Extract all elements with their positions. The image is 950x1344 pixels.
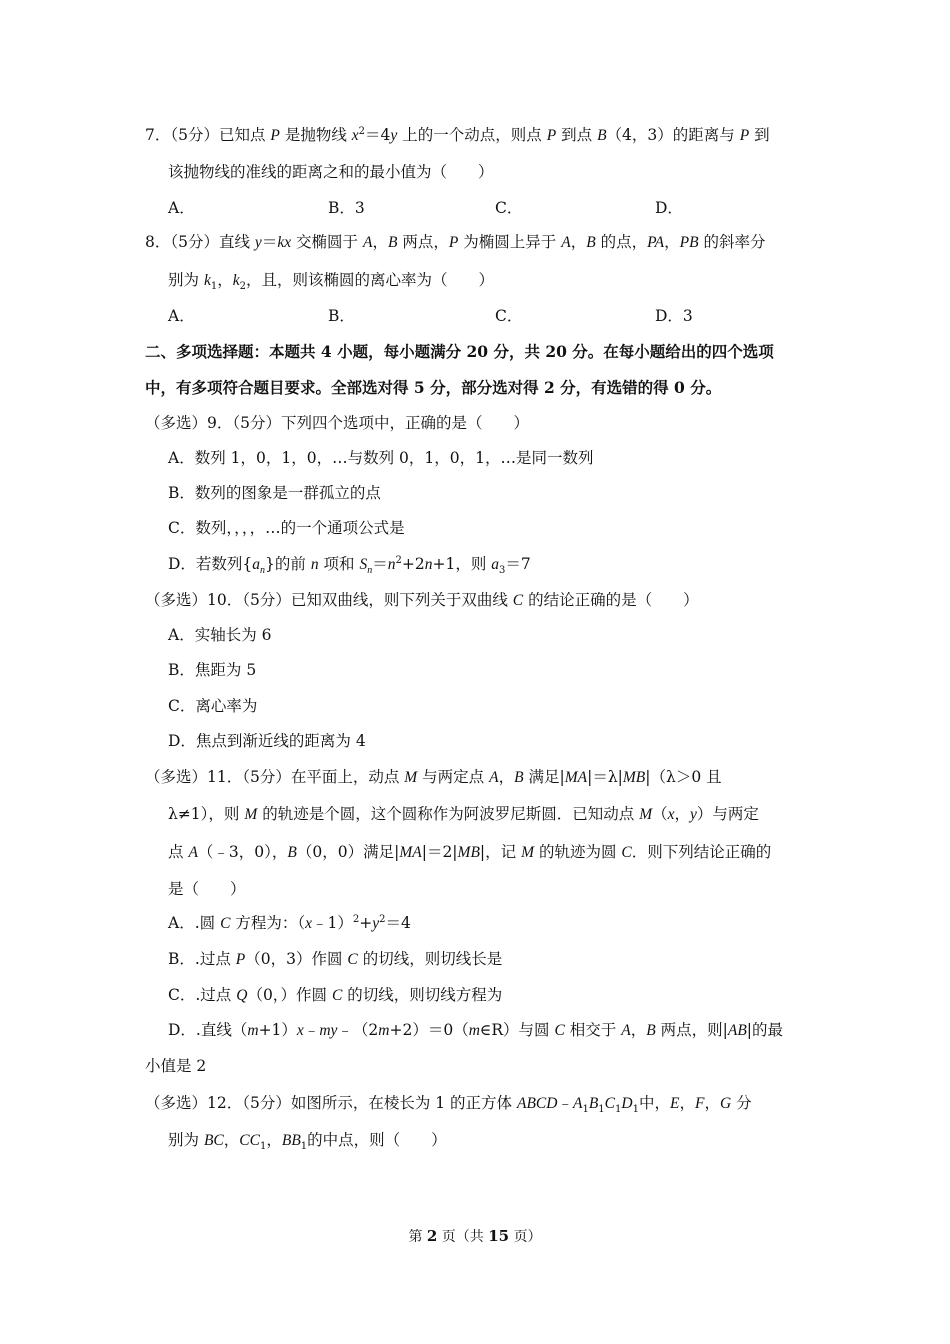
q11-stem-line2: λ≠1），则 M 的轨迹是个圆，这个圆称作为阿波罗尼斯圆．已知动点 M（x，y）与两定 <box>168 805 759 823</box>
q8-option-c[interactable]: C． <box>495 307 523 325</box>
q12-stem-line2: 别为 BC，$CC_1$，$BB_1$的中点，则（ ） <box>168 1131 447 1153</box>
q11-stem-line1: （多选）11．（5分）在平面上，动点 M 与两定点 A，B 满足|MA|＝λ|MB|（λ＞0 且 <box>145 768 722 786</box>
q7-options <box>168 198 838 218</box>
q7-option-d[interactable]: D． <box>655 199 683 217</box>
q7-option-b[interactable]: B．3 <box>328 199 365 217</box>
q11-stem-line4: 是（ ） <box>168 880 246 898</box>
q8-line2: 别为 $k_1$，$k_2$，且，则该椭圆的离心率为（ ） <box>168 271 495 293</box>
q11-option-d[interactable]: D．.直线（m+1）x﹣my﹣（2m+2）＝0（m∈R）与圆 C 相交于 A，B 两点，则|AB|的最 <box>168 1021 784 1039</box>
q9-option-a[interactable]: A．数列 1，0，1，0，…与数列 0，1，0，1，…是同一数列 <box>168 449 594 467</box>
q9-stem: （多选）9．（5分）下列四个选项中，正确的是（ ） <box>145 414 529 432</box>
q12-stem-line1: （多选）12．（5分）如图所示，在棱长为 1 的正方体 $ABCD﹣A_1B_1C_1D_1$中，E，F，G 分 <box>145 1094 752 1116</box>
q10-option-a[interactable]: A．实轴长为 6 <box>168 626 272 644</box>
q7-line1: 7．（5分）已知点 P 是抛物线 $x^2=4y$ 上的一个动点，则点 P 到点 B（4，3）的距离与 P 到 <box>145 125 770 144</box>
q10-option-d[interactable]: D．焦点到渐近线的距离为 4 <box>168 732 366 750</box>
q11-stem-line3: 点 A（﹣3，0），B（0，0）满足|MA|＝2|MB|，记 M 的轨迹为圆 C．则下列结论正确的 <box>168 843 772 861</box>
q10-stem: （多选）10．（5分）已知双曲线，则下列关于双曲线 C 的结论正确的是（ ） <box>145 591 699 609</box>
q7-line2: 该抛物线的准线的距离之和的最小值为（ ） <box>168 163 494 181</box>
q10-option-c[interactable]: C．离心率为 <box>168 697 258 715</box>
q8-option-d[interactable]: D．3 <box>655 307 693 325</box>
q10-option-b[interactable]: B．焦距为 5 <box>168 661 257 679</box>
q7-option-c[interactable]: C． <box>495 199 523 217</box>
page-footer: 第 2 页（共 15 页） <box>408 1227 542 1245</box>
section2-heading-line1: 二、多项选择题：本题共 4 小题，每小题满分 20 分，共 20 分。在每小题给出的四个选项 <box>145 342 774 361</box>
q8-line1: 8．（5分）直线 y＝kx 交椭圆于 A，B 两点，P 为椭圆上异于 A，B 的点，PA，PB 的斜率分 <box>145 233 766 251</box>
q11-option-b[interactable]: B．.过点 P（0，3）作圆 C 的切线，则切线长是 <box>168 950 503 968</box>
q9-option-b[interactable]: B．数列的图象是一群孤立的点 <box>168 484 381 502</box>
q9-option-c[interactable]: C．数列，，，，…的一个通项公式是 <box>168 519 405 537</box>
q7-option-a[interactable]: A． <box>168 199 195 217</box>
q11-option-c[interactable]: C．.过点 Q（0，）作圆 C 的切线，则切线方程为 <box>168 986 503 1004</box>
q8-option-b[interactable]: B． <box>328 307 355 325</box>
total-pages: 15 <box>488 1227 510 1245</box>
q8-option-a[interactable]: A． <box>168 307 195 325</box>
q8-options <box>168 306 838 326</box>
current-page-number: 2 <box>426 1227 438 1245</box>
q9-option-d[interactable]: D．若数列$\{a_n\}$的前 n 项和 $S_n=n^2+2n+1$，则 $a_3=7$ <box>168 554 531 577</box>
q11-option-a[interactable]: A．.圆 C 方程为：$(x﹣1)^2+y^2=4$ <box>168 913 411 932</box>
section2-heading-line2: 中，有多项符合题目要求。全部选对得 5 分，部分选对得 2 分，有选错的得 0 分。 <box>145 378 722 397</box>
q11-option-d-continued: 小值是 2 <box>145 1057 207 1075</box>
